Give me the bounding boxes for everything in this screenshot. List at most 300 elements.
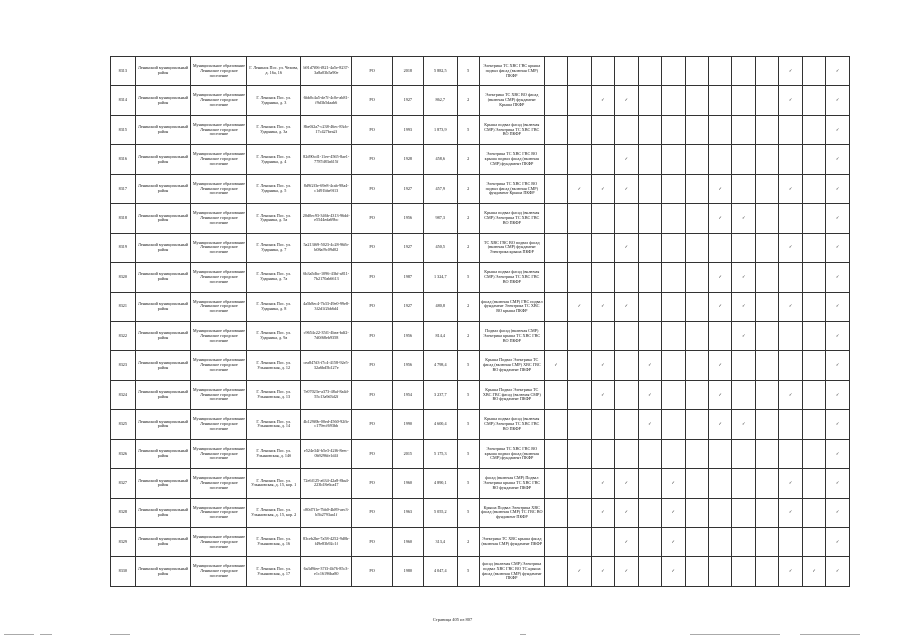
guid-cell: 6a3d9fee-37f3-4b76-85c3-e1c16196ba80 bbox=[301, 557, 352, 586]
check-mark-icon: ✓ bbox=[835, 156, 840, 162]
check-cell bbox=[709, 439, 732, 468]
check-mark-icon: ✓ bbox=[788, 97, 793, 103]
check-cell bbox=[826, 86, 850, 115]
guid-cell: 5a213f69-5023-4c28-96fb-b08af9c09d02 bbox=[301, 233, 352, 262]
table-row bbox=[111, 557, 850, 586]
check-cell bbox=[755, 439, 778, 468]
ro-cell: РО bbox=[352, 263, 392, 292]
check-cell bbox=[544, 115, 567, 144]
year-cell: 1928 bbox=[392, 145, 423, 174]
check-cell bbox=[591, 321, 614, 350]
check-cell bbox=[568, 174, 591, 203]
check-cell bbox=[779, 351, 802, 380]
page-footer: Страница 405 из 807 bbox=[432, 617, 473, 622]
year-cell: 1980 bbox=[392, 557, 423, 586]
check-cell bbox=[638, 263, 661, 292]
year-cell: 1956 bbox=[392, 351, 423, 380]
check-cell bbox=[544, 145, 567, 174]
check-mark-icon: ✓ bbox=[624, 538, 629, 544]
check-cell bbox=[615, 469, 638, 498]
check-cell bbox=[709, 174, 732, 203]
year-cell: 1987 bbox=[392, 263, 423, 292]
year-cell: 1927 bbox=[392, 292, 423, 321]
check-cell bbox=[826, 321, 850, 350]
check-cell bbox=[732, 557, 755, 586]
check-cell bbox=[662, 528, 685, 557]
address-cell: Г. Ленинск Пос. ул. Ударника, д. 3 bbox=[247, 86, 301, 115]
guid-cell: 82d90cd1-11ee-4565-8ae1-7787d83a615f bbox=[301, 145, 352, 174]
check-cell bbox=[709, 410, 732, 439]
check-mark-icon: ✓ bbox=[741, 332, 746, 338]
check-cell bbox=[591, 86, 614, 115]
check-mark-icon: ✓ bbox=[788, 67, 793, 73]
check-cell bbox=[591, 115, 614, 144]
check-cell bbox=[732, 115, 755, 144]
check-cell bbox=[685, 351, 708, 380]
check-mark-icon: ✓ bbox=[741, 303, 746, 309]
address-cell: Г. Ленинск Пос. ул. Ульяновская, д. 14 bbox=[247, 410, 301, 439]
table-body bbox=[111, 57, 850, 587]
check-cell bbox=[755, 204, 778, 233]
area-cell: 3 237,7 bbox=[423, 380, 457, 409]
owner-cell: Муниципальное образование Ленинское городское поселение bbox=[191, 528, 247, 557]
check-cell bbox=[638, 204, 661, 233]
address-cell: Г. Ленинск Пос. ул. Ударника, д. 7а bbox=[247, 263, 301, 292]
area-cell: 480,8 bbox=[423, 292, 457, 321]
check-cell bbox=[826, 380, 850, 409]
check-cell bbox=[638, 351, 661, 380]
check-cell bbox=[638, 86, 661, 115]
check-cell bbox=[544, 263, 567, 292]
year-cell: 1960 bbox=[392, 528, 423, 557]
check-cell bbox=[802, 528, 825, 557]
year-cell: 1956 bbox=[392, 321, 423, 350]
check-cell bbox=[826, 263, 850, 292]
guid-cell: 7e07023e-a373-48af-8a4d-55c13a9d3d2f bbox=[301, 380, 352, 409]
check-cell bbox=[615, 204, 638, 233]
check-cell bbox=[615, 528, 638, 557]
check-mark-icon: ✓ bbox=[624, 185, 629, 191]
check-cell bbox=[685, 557, 708, 586]
check-mark-icon: ✓ bbox=[648, 362, 652, 368]
check-cell bbox=[732, 351, 755, 380]
year-cell: 1993 bbox=[392, 115, 423, 144]
owner-cell: Муниципальное образование Ленинское городское поселение bbox=[191, 321, 247, 350]
row-id: 8313 bbox=[111, 57, 136, 86]
year-cell: 2018 bbox=[392, 57, 423, 86]
check-cell bbox=[544, 439, 567, 468]
check-cell bbox=[755, 321, 778, 350]
check-cell bbox=[826, 115, 850, 144]
year-cell: 1927 bbox=[392, 233, 423, 262]
check-cell bbox=[826, 528, 850, 557]
ro-cell: РО bbox=[352, 528, 392, 557]
floors-cell: 5 bbox=[457, 115, 479, 144]
check-cell bbox=[755, 86, 778, 115]
check-cell bbox=[732, 528, 755, 557]
check-mark-icon: ✓ bbox=[835, 97, 840, 103]
check-cell bbox=[615, 115, 638, 144]
works-cell: Электрика ТС ХВС ГВС крыша подвал фасад (включая СМР) ПКФР bbox=[479, 57, 544, 86]
guid-cell: 4a5b8ec4-7b33-49e0-99e8-3f2d1f2bb6d4 bbox=[301, 292, 352, 321]
check-cell bbox=[802, 410, 825, 439]
ro-cell: РО bbox=[352, 498, 392, 527]
check-mark-icon: ✓ bbox=[601, 97, 605, 103]
table-row bbox=[111, 498, 850, 527]
area-cell: 5 055,2 bbox=[423, 498, 457, 527]
check-cell bbox=[662, 292, 685, 321]
check-cell bbox=[826, 292, 850, 321]
guid-cell: c80d7f1e-7bb0-4b89-aec3-b5b2793aa1f bbox=[301, 498, 352, 527]
owner-cell: Муниципальное образование Ленинское городское поселение bbox=[191, 380, 247, 409]
check-cell bbox=[662, 86, 685, 115]
check-mark-icon: ✓ bbox=[671, 479, 676, 485]
check-cell bbox=[568, 145, 591, 174]
check-cell bbox=[544, 321, 567, 350]
check-mark-icon: ✓ bbox=[835, 185, 840, 191]
check-cell bbox=[802, 233, 825, 262]
check-cell bbox=[779, 380, 802, 409]
check-cell bbox=[615, 410, 638, 439]
works-cell: фасад (включая СМР) ГВС подвал фундамент Электрика ТС ХВС ВО крыша ПКФР bbox=[479, 292, 544, 321]
floors-cell: 5 bbox=[457, 57, 479, 86]
check-cell bbox=[568, 86, 591, 115]
check-cell bbox=[591, 380, 614, 409]
check-cell bbox=[638, 145, 661, 174]
check-mark-icon: ✓ bbox=[624, 97, 629, 103]
owner-cell: Муниципальное образование Ленинское городское поселение bbox=[191, 410, 247, 439]
check-cell bbox=[709, 557, 732, 586]
row-id: 8328 bbox=[111, 498, 136, 527]
check-mark-icon: ✓ bbox=[835, 421, 840, 427]
owner-cell: Муниципальное образование Ленинское городское поселение bbox=[191, 86, 247, 115]
area-cell: 5 175,3 bbox=[423, 439, 457, 468]
guid-cell: 8d9f2f3e-69e8-4cab-98a4-c1d91bbe9f13 bbox=[301, 174, 352, 203]
check-cell bbox=[685, 292, 708, 321]
housing-register-table bbox=[110, 56, 850, 587]
check-cell bbox=[544, 498, 567, 527]
check-mark-icon: ✓ bbox=[718, 273, 722, 279]
works-cell: Крыша подвал фасад (включая СМР) Электрика ТС ХВС ГВС ВО ПКФР bbox=[479, 204, 544, 233]
table-row bbox=[111, 380, 850, 409]
check-cell bbox=[544, 86, 567, 115]
check-mark-icon: ✓ bbox=[835, 332, 840, 338]
check-cell bbox=[544, 57, 567, 86]
check-cell bbox=[544, 351, 567, 380]
owner-cell: Муниципальное образование Ленинское городское поселение bbox=[191, 557, 247, 586]
row-id: 8315 bbox=[111, 115, 136, 144]
table-row bbox=[111, 174, 850, 203]
ro-cell: РО bbox=[352, 410, 392, 439]
address-cell: Г. Ленинск Пос. ул. Ульяновская, д. 14б bbox=[247, 439, 301, 468]
check-cell bbox=[685, 321, 708, 350]
check-cell bbox=[709, 321, 732, 350]
district-cell: Ленинский муниципальный район bbox=[135, 469, 191, 498]
table-row bbox=[111, 439, 850, 468]
check-cell bbox=[591, 145, 614, 174]
ro-cell: РО bbox=[352, 57, 392, 86]
check-cell bbox=[779, 321, 802, 350]
district-cell: Ленинский муниципальный район bbox=[135, 557, 191, 586]
row-id: 8322 bbox=[111, 321, 136, 350]
check-cell bbox=[826, 557, 850, 586]
check-cell bbox=[568, 469, 591, 498]
floors-cell: 5 bbox=[457, 498, 479, 527]
table-row bbox=[111, 204, 850, 233]
area-cell: 814,4 bbox=[423, 321, 457, 350]
check-mark-icon: ✓ bbox=[718, 391, 722, 397]
check-cell bbox=[662, 204, 685, 233]
check-cell bbox=[568, 292, 591, 321]
district-cell: Ленинский муниципальный район bbox=[135, 528, 191, 557]
works-cell: Крыша Подвал Электрика ТС фасад (включая СМР) ХВС ГВС ВО фундамент ПКФР bbox=[479, 351, 544, 380]
table-row bbox=[111, 321, 850, 350]
ro-cell: РО bbox=[352, 557, 392, 586]
check-cell bbox=[685, 174, 708, 203]
check-cell bbox=[685, 145, 708, 174]
check-cell bbox=[568, 233, 591, 262]
check-cell bbox=[568, 528, 591, 557]
owner-cell: Муниципальное образование Ленинское городское поселение bbox=[191, 145, 247, 174]
table-row bbox=[111, 292, 850, 321]
check-mark-icon: ✓ bbox=[577, 303, 582, 309]
area-cell: 987,3 bbox=[423, 204, 457, 233]
check-cell bbox=[755, 57, 778, 86]
check-cell bbox=[685, 86, 708, 115]
area-cell: 4 798,4 bbox=[423, 351, 457, 380]
row-id: 8320 bbox=[111, 263, 136, 292]
check-cell bbox=[662, 57, 685, 86]
check-cell bbox=[685, 233, 708, 262]
year-cell: 1927 bbox=[392, 86, 423, 115]
check-cell bbox=[802, 57, 825, 86]
owner-cell: Муниципальное образование Ленинское городское поселение bbox=[191, 292, 247, 321]
check-cell bbox=[662, 145, 685, 174]
district-cell: Ленинский муниципальный район bbox=[135, 86, 191, 115]
district-cell: Ленинский муниципальный район bbox=[135, 351, 191, 380]
check-mark-icon: ✓ bbox=[741, 421, 746, 427]
ro-cell: РО bbox=[352, 86, 392, 115]
address-cell: Г. Ленинск Пос. ул. Ульяновская, д. 13 bbox=[247, 380, 301, 409]
check-cell bbox=[662, 233, 685, 262]
address-cell: Г. Ленинск Пос. ул. Ударника, д. 8 bbox=[247, 292, 301, 321]
guid-cell: cea847d3-f7c4-4158-92e5-32a6bd5b127e bbox=[301, 351, 352, 380]
check-mark-icon: ✓ bbox=[835, 67, 840, 73]
check-cell bbox=[755, 174, 778, 203]
check-mark-icon: ✓ bbox=[554, 362, 558, 368]
address-cell: Г. Ленинск Пос. ул. Ударника, д. 7 bbox=[247, 233, 301, 262]
check-mark-icon: ✓ bbox=[835, 538, 840, 544]
check-cell bbox=[779, 292, 802, 321]
owner-cell: Муниципальное образование Ленинское городское поселение bbox=[191, 115, 247, 144]
check-cell bbox=[662, 557, 685, 586]
check-mark-icon: ✓ bbox=[648, 421, 652, 427]
row-id: 8326 bbox=[111, 439, 136, 468]
check-mark-icon: ✓ bbox=[788, 391, 793, 397]
table-row bbox=[111, 233, 850, 262]
guid-cell: b91d7f06-f821-4a5e-8237-3a8a03b5a90e bbox=[301, 57, 352, 86]
check-cell bbox=[709, 115, 732, 144]
check-cell bbox=[615, 263, 638, 292]
district-cell: Ленинский муниципальный район bbox=[135, 174, 191, 203]
works-cell: фасад (включая СМР) Подвал Электрика крыша ТС ХВС ГВС ВО фундамент ПКФР bbox=[479, 469, 544, 498]
guid-cell: 6b3a5dbc-1096-43bf-a811-7b2170ab6613 bbox=[301, 263, 352, 292]
check-cell bbox=[755, 557, 778, 586]
works-cell: Крыша подвал фасад (включая СМР) Электрика ТС ХВС ГВС ВО ПКФР bbox=[479, 410, 544, 439]
check-cell bbox=[544, 233, 567, 262]
check-cell bbox=[732, 233, 755, 262]
floors-cell: 2 bbox=[457, 145, 479, 174]
check-cell bbox=[779, 204, 802, 233]
check-cell bbox=[779, 439, 802, 468]
area-cell: 1 873,9 bbox=[423, 115, 457, 144]
address-cell: Г. Ленинск Пос. ул. Ударника, д. 9а bbox=[247, 321, 301, 350]
table-row bbox=[111, 469, 850, 498]
check-cell bbox=[662, 469, 685, 498]
check-cell bbox=[732, 410, 755, 439]
check-mark-icon: ✓ bbox=[788, 303, 793, 309]
row-id: 8316 bbox=[111, 145, 136, 174]
floors-cell: 5 bbox=[457, 439, 479, 468]
check-cell bbox=[802, 204, 825, 233]
year-cell: 1963 bbox=[392, 498, 423, 527]
check-cell bbox=[685, 263, 708, 292]
check-mark-icon: ✓ bbox=[788, 185, 793, 191]
check-cell bbox=[662, 498, 685, 527]
check-cell bbox=[826, 233, 850, 262]
district-cell: Ленинский муниципальный район bbox=[135, 263, 191, 292]
check-mark-icon: ✓ bbox=[788, 509, 793, 515]
check-cell bbox=[662, 380, 685, 409]
table-row bbox=[111, 351, 850, 380]
district-cell: Ленинский муниципальный район bbox=[135, 498, 191, 527]
check-cell bbox=[802, 439, 825, 468]
check-cell bbox=[544, 380, 567, 409]
ro-cell: РО bbox=[352, 204, 392, 233]
floors-cell: 2 bbox=[457, 528, 479, 557]
check-cell bbox=[732, 145, 755, 174]
check-cell bbox=[709, 145, 732, 174]
check-mark-icon: ✓ bbox=[577, 185, 582, 191]
check-mark-icon: ✓ bbox=[718, 362, 722, 368]
area-cell: 4 600,4 bbox=[423, 410, 457, 439]
check-cell bbox=[802, 557, 825, 586]
check-cell bbox=[709, 498, 732, 527]
row-id: 8318 bbox=[111, 204, 136, 233]
check-cell bbox=[638, 557, 661, 586]
check-cell bbox=[732, 321, 755, 350]
check-cell bbox=[568, 557, 591, 586]
scan-artifact bbox=[0, 634, 905, 637]
guid-cell: 20d0ec93-346b-4313-96dd-e5544eda69bc bbox=[301, 204, 352, 233]
check-cell bbox=[779, 557, 802, 586]
check-cell bbox=[732, 498, 755, 527]
check-cell bbox=[755, 115, 778, 144]
check-cell bbox=[709, 292, 732, 321]
check-cell bbox=[802, 145, 825, 174]
check-mark-icon: ✓ bbox=[835, 244, 840, 250]
check-cell bbox=[662, 321, 685, 350]
row-id: 8317 bbox=[111, 174, 136, 203]
floors-cell: 5 bbox=[457, 380, 479, 409]
table-row bbox=[111, 410, 850, 439]
check-cell bbox=[615, 86, 638, 115]
row-id: 8329 bbox=[111, 528, 136, 557]
works-cell: Электрика ТС ХВС ВО фасад (включая СМР) фундамент Крыша ПКФР bbox=[479, 86, 544, 115]
check-cell bbox=[685, 380, 708, 409]
row-id: 8325 bbox=[111, 410, 136, 439]
check-mark-icon: ✓ bbox=[741, 273, 746, 279]
check-mark-icon: ✓ bbox=[671, 509, 676, 515]
check-cell bbox=[662, 174, 685, 203]
address-cell: Г. Ленинск Пос. ул. Чехова, д. 16а, 16 bbox=[247, 57, 301, 86]
check-mark-icon: ✓ bbox=[835, 509, 840, 515]
check-mark-icon: ✓ bbox=[741, 215, 746, 220]
check-cell bbox=[755, 469, 778, 498]
check-cell bbox=[779, 233, 802, 262]
check-cell bbox=[544, 557, 567, 586]
year-cell: 1954 bbox=[392, 380, 423, 409]
check-cell bbox=[779, 115, 802, 144]
check-cell bbox=[685, 57, 708, 86]
works-cell: Крыша подвал фасад (включая СМР) Электрика ТС ХВС ГВС ВО ПКФР bbox=[479, 115, 544, 144]
check-cell bbox=[802, 174, 825, 203]
address-cell: Г. Ленинск Пос. ул. Ульяновская, д. 12 bbox=[247, 351, 301, 380]
address-cell: Г. Ленинск Пос. ул. Ульяновская, д. 15, кор. 2 bbox=[247, 498, 301, 527]
check-cell bbox=[568, 351, 591, 380]
works-cell: Крыша Подвал Электрика ХВС фасад (включая СМР) ТС ГВС ВО фундамент ПКФР bbox=[479, 498, 544, 527]
check-cell bbox=[591, 498, 614, 527]
check-cell bbox=[638, 321, 661, 350]
check-mark-icon: ✓ bbox=[835, 362, 840, 368]
check-mark-icon: ✓ bbox=[624, 479, 629, 485]
district-cell: Ленинский муниципальный район bbox=[135, 410, 191, 439]
row-id: 8314 bbox=[111, 86, 136, 115]
check-cell bbox=[591, 439, 614, 468]
works-cell: Электрика ТС ХВС ГВС ВО крыша подвал фасад (включая СМР) фундамент ПКФР bbox=[479, 439, 544, 468]
check-cell bbox=[615, 57, 638, 86]
check-cell bbox=[615, 439, 638, 468]
check-cell bbox=[662, 263, 685, 292]
check-cell bbox=[638, 115, 661, 144]
check-cell bbox=[802, 351, 825, 380]
check-cell bbox=[826, 57, 850, 86]
check-cell bbox=[662, 115, 685, 144]
check-cell bbox=[638, 57, 661, 86]
works-cell: фасад (включая СМР) Электрика подвал ХВС ГВС ВО ТС крыша фасад (включая СМР) фундамент ПКФР bbox=[479, 557, 544, 586]
check-cell bbox=[755, 292, 778, 321]
owner-cell: Муниципальное образование Ленинское городское поселение bbox=[191, 498, 247, 527]
check-cell bbox=[685, 498, 708, 527]
check-cell bbox=[615, 498, 638, 527]
check-cell bbox=[662, 439, 685, 468]
address-cell: Г. Ленинск Пос. ул. Ульяновская, д. 15, кор. 1 bbox=[247, 469, 301, 498]
check-cell bbox=[591, 204, 614, 233]
floors-cell: 2 bbox=[457, 204, 479, 233]
floors-cell: 5 bbox=[457, 410, 479, 439]
check-cell bbox=[568, 263, 591, 292]
check-mark-icon: ✓ bbox=[648, 391, 652, 397]
floors-cell: 2 bbox=[457, 174, 479, 203]
check-cell bbox=[591, 57, 614, 86]
check-cell bbox=[826, 410, 850, 439]
owner-cell: Муниципальное образование Ленинское городское поселение bbox=[191, 263, 247, 292]
district-cell: Ленинский муниципальный район bbox=[135, 321, 191, 350]
ro-cell: РО bbox=[352, 292, 392, 321]
check-cell bbox=[638, 410, 661, 439]
works-cell: Крыша подвал фасад (включая СМР) Электрика ТС ХВС ГВС ВО ПКФР bbox=[479, 263, 544, 292]
check-cell bbox=[755, 380, 778, 409]
